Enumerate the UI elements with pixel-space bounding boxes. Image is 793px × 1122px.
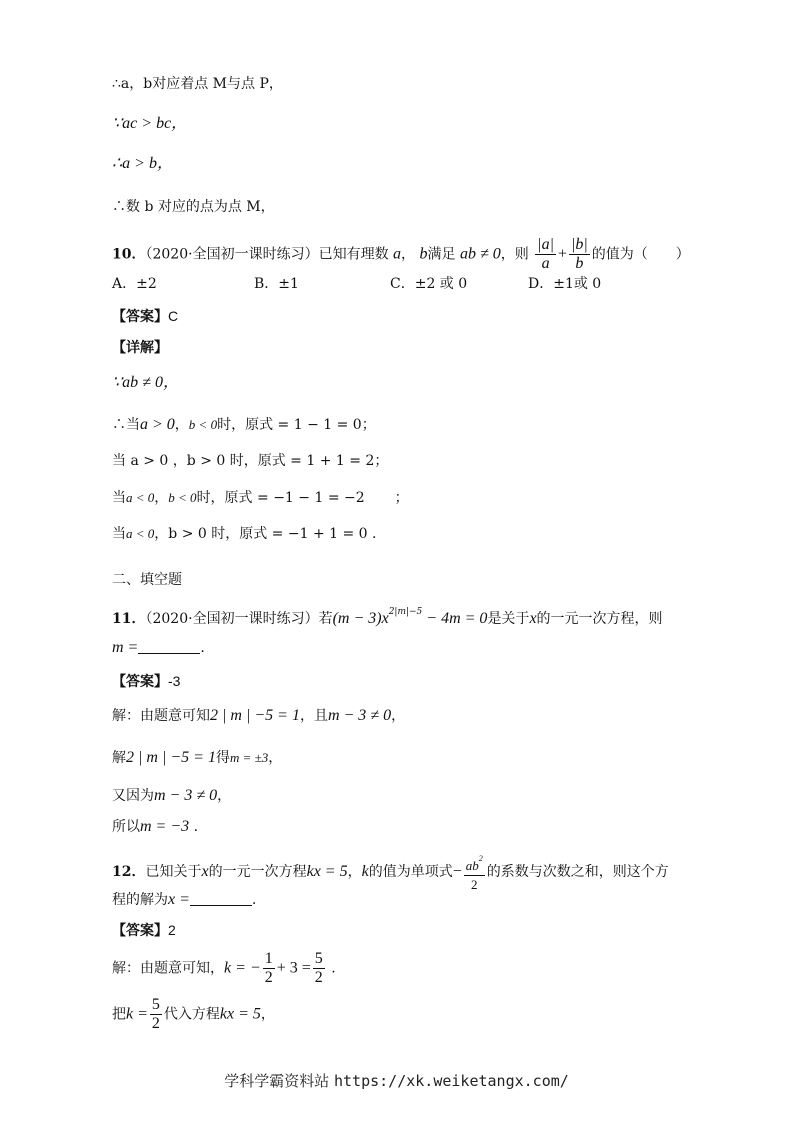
q10-detail-label: 【详解】: [112, 340, 168, 356]
q10-step-5: 当a < 0，b > 0 时，原式 = −1 + 1 = 0 .: [112, 526, 377, 542]
line-3: ∴a > b，: [112, 155, 173, 172]
q10-fraction-b: $\frac{|b|}{b}$: [571, 236, 588, 272]
q10-stem: 10．（2020·全国初一课时练习）已知有理数 a， b满足 ab ≠ 0，则 $\frac{|a|}{a}$ + $\frac{|b|}{b}$ 的值为（ ）: [112, 236, 690, 272]
footer-site-name: 学科学霸资料站: [224, 1072, 330, 1090]
q12-step-1: 解：由题意可知，k = − $\frac{1}{2}$ + 3 = $\frac{5}{2}$ .: [112, 950, 336, 986]
q11-answer: 【答案】-3: [112, 673, 181, 690]
q10-step-3: 当 a > 0 ，b > 0 时，原式 = 1 + 1 = 2；: [112, 453, 389, 469]
q12-monomial: $\frac{ab^2}{2}$: [464, 850, 485, 894]
q10-options: [112, 274, 672, 294]
q11-blank-line: m = .: [112, 639, 205, 656]
line-4: ∴数 b 对应的点为点 M，: [112, 199, 275, 215]
q12-fraction-five-halves: $\frac{5}{2}$: [314, 950, 323, 986]
footer: [0, 1070, 793, 1091]
q12-fraction-k: $\frac{5}{2}$: [151, 996, 160, 1032]
q10-step-2: ∴当a > 0，b < 0时，原式 = 1 − 1 = 0；: [112, 416, 376, 433]
q12-blank: [190, 891, 252, 906]
q11-step-3: 又因为m − 3 ≠ 0，: [112, 787, 232, 804]
q11-step-1: 解：由题意可知2 | m | −5 = 1，且m − 3 ≠ 0，: [112, 707, 406, 724]
option-a: A．±2: [112, 276, 157, 292]
q10-fraction-a: $\frac{|a|}{a}$: [537, 236, 554, 272]
footer-url[interactable]: https://xk.weiketangx.com/: [333, 1072, 569, 1090]
q12-step-2: 把k = $\frac{5}{2}$ 代入方程kx = 5，: [112, 996, 275, 1032]
option-b: B．±1: [254, 276, 299, 292]
q12-line-2: 程的解为x = .: [112, 891, 257, 908]
q11-step-2: 解2 | m | −5 = 1得m = ±3，: [112, 749, 283, 766]
q11-blank: [138, 639, 200, 654]
q12-fraction-half: $\frac{1}{2}$: [264, 950, 273, 986]
option-c: C．±2 或 0: [390, 276, 468, 292]
q11-step-4: 所以m = −3 .: [112, 818, 199, 835]
q10-step-4: 当a < 0，b < 0时，原式 = −1 − 1 = −2 ；: [112, 490, 409, 506]
q10-step-1: ∵ab ≠ 0，: [112, 374, 179, 391]
line-2: ∵ac > bc，: [112, 115, 188, 132]
q12-stem: 12．已知关于x的一元一次方程kx = 5，k的值为单项式− $\frac{ab^2}{2}$ 的系数与次数之和，则这个方: [112, 850, 669, 894]
q12-answer: 【答案】2: [112, 922, 176, 939]
q11-stem: 11．（2020·全国初一课时练习）若$(m - 3)x^{2|m|-5} - 4m = 0$是关于x的一元一次方程，则: [112, 607, 663, 627]
section-heading: 二、填空题: [112, 572, 182, 588]
option-d: D．±1或 0: [528, 276, 602, 292]
line-1: ∴a，b对应着点 M与点 P，: [112, 76, 283, 92]
q10-answer: 【答案】C: [112, 308, 179, 325]
